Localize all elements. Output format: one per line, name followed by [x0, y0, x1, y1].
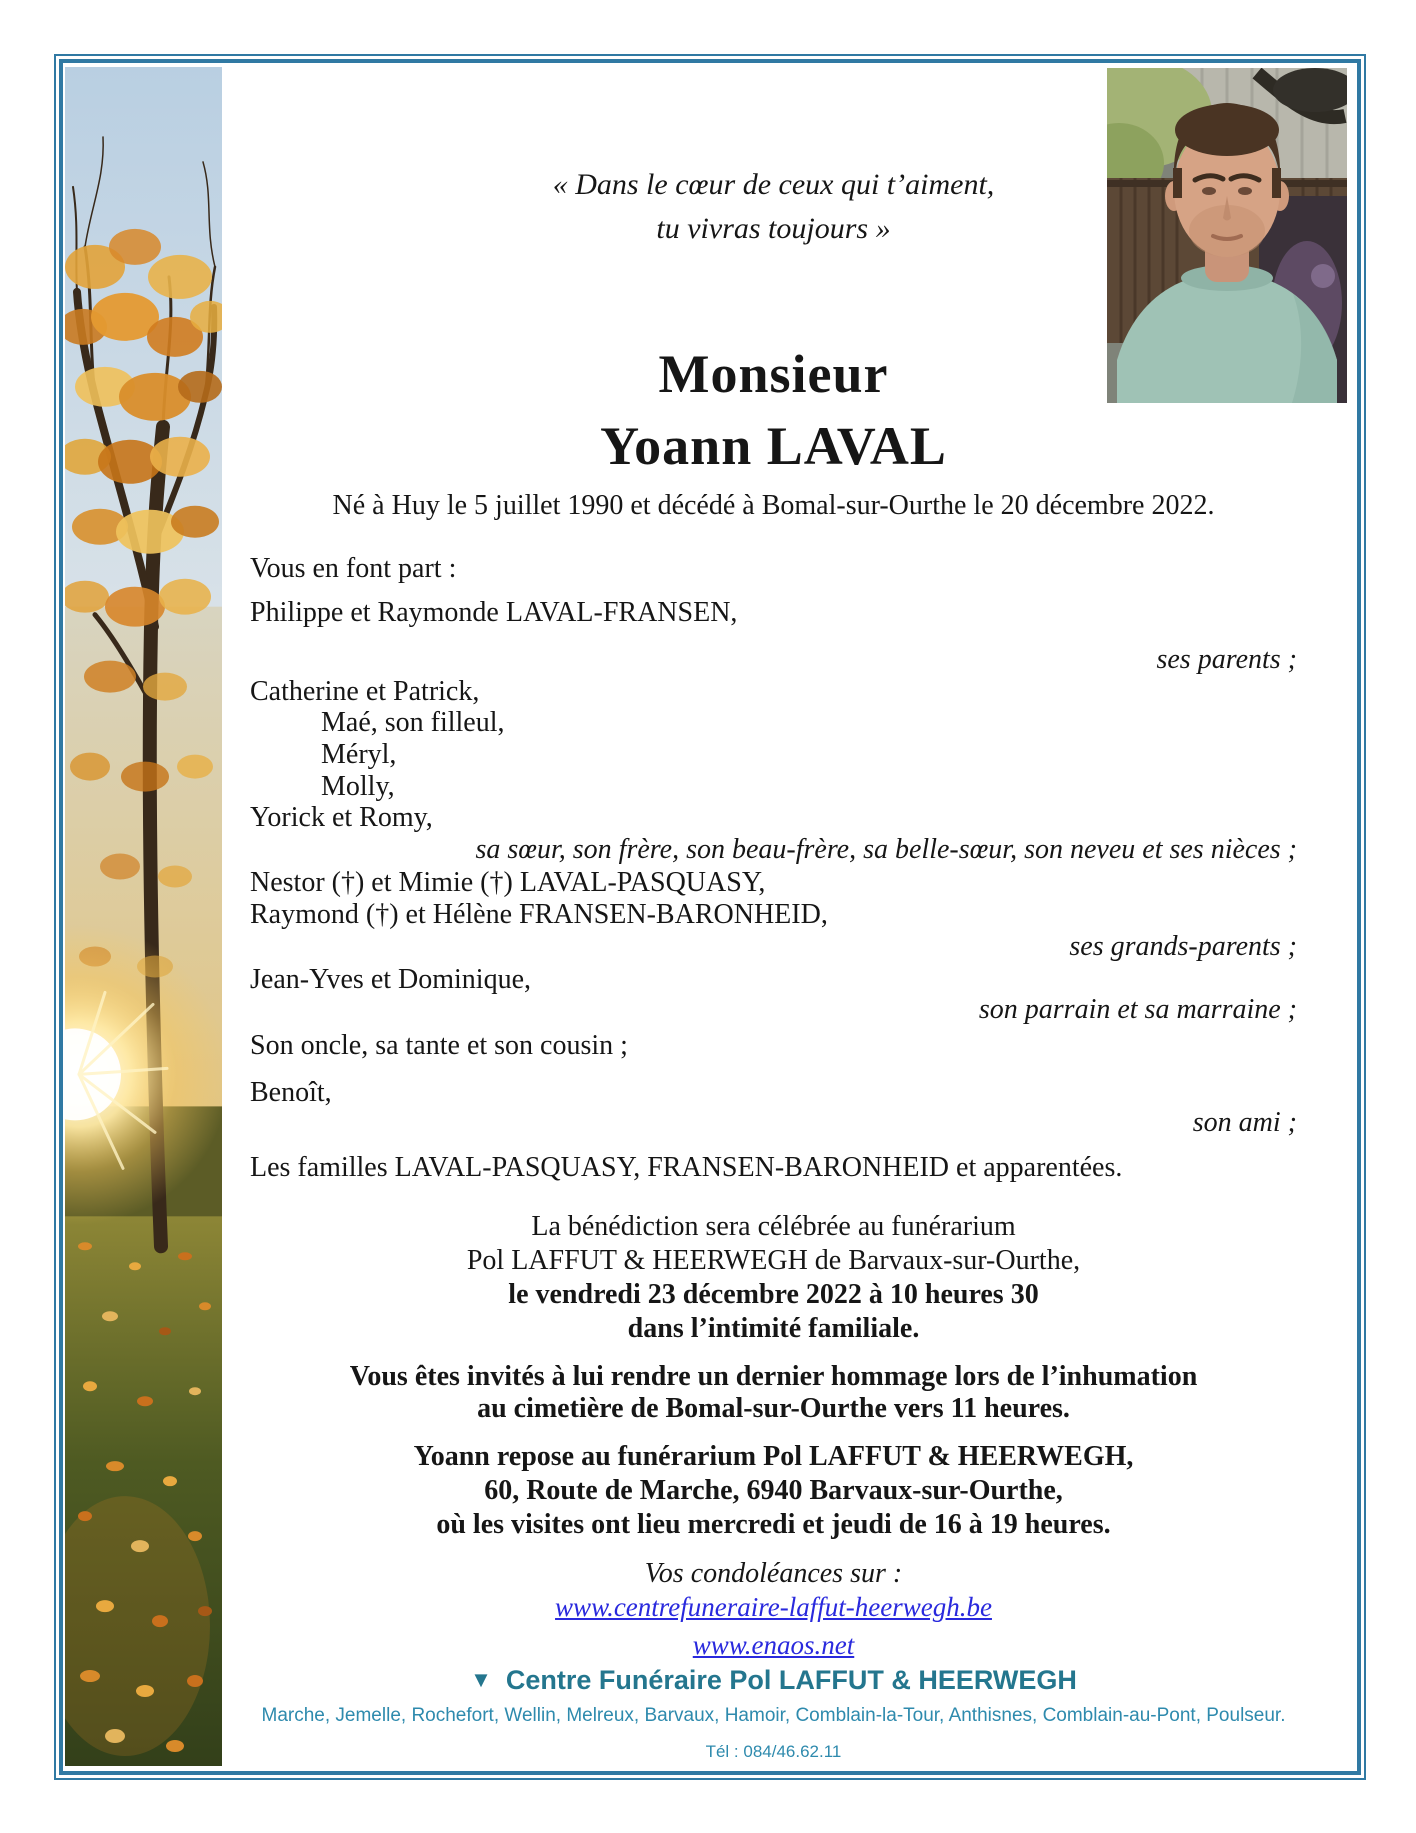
memorial-quote-line1: « Dans le cœur de ceux qui t’aiment,	[552, 168, 995, 201]
family-line: Nestor (†) et Mimie (†) LAVAL-PASQUASY,	[250, 867, 766, 898]
burial-invitation-line: Vous êtes invités à lui rendre un dernier hommage lors de l’inhumation	[349, 1361, 1198, 1392]
autumn-trees-photo	[65, 67, 222, 1766]
life-dates: Né à Huy le 5 juillet 1990 et décédé à Bomal-sur-Ourthe le 20 décembre 2022.	[332, 490, 1215, 521]
enaos-website-link[interactable]: www.enaos.net	[692, 1630, 855, 1660]
visits-line: où les visites ont lieu mercredi et jeudi de 16 à 19 heures.	[436, 1509, 1111, 1540]
phone-number: Tél : 084/46.62.11	[705, 1742, 842, 1761]
repose-line: Yoann repose au funérarium Pol LAFFUT & HEERWEGH,	[413, 1441, 1134, 1472]
ceremony-line: La bénédiction sera célébrée au funérarium	[531, 1211, 1016, 1242]
family-line: Son oncle, sa tante et son cousin ;	[250, 1030, 628, 1061]
burial-invitation-line: au cimetière de Bomal-sur-Ourthe vers 11 heures.	[477, 1393, 1070, 1424]
memorial-quote-line2: tu vivras toujours »	[656, 212, 891, 245]
relation-label: sa sœur, son frère, son beau-frère, sa belle-sœur, son neveu et ses nièces ;	[475, 834, 1297, 865]
family-line: Maé, son filleul,	[321, 707, 505, 738]
family-line: Méryl,	[321, 739, 397, 770]
funeral-home-brand	[250, 1664, 1297, 1698]
repose-address-line: 60, Route de Marche, 6940 Barvaux-sur-Ourthe,	[484, 1475, 1063, 1506]
family-line: Philippe et Raymonde LAVAL-FRANSEN,	[250, 597, 738, 628]
ceremony-line: Pol LAFFUT & HEERWEGH de Barvaux-sur-Ourthe,	[466, 1245, 1081, 1276]
condolences-label: Vos condoléances sur :	[644, 1558, 903, 1589]
announcement-intro: Vous en font part :	[250, 553, 457, 584]
branch-towns-list: Marche, Jemelle, Rochefort, Wellin, Melreux, Barvaux, Hamoir, Comblain-la-Tour, Anthisnes, Comblain-au-Pont, Poulseur.	[261, 1705, 1286, 1726]
family-line: Raymond (†) et Hélène FRANSEN-BARONHEID,	[250, 899, 828, 930]
family-line: Jean-Yves et Dominique,	[250, 964, 532, 995]
condolences-link-wrapper	[250, 1591, 1297, 1624]
deceased-name: Yoann LAVAL	[600, 416, 947, 476]
relation-label: ses parents ;	[1156, 644, 1297, 675]
family-line: Benoît,	[250, 1077, 332, 1108]
relation-label: son ami ;	[1192, 1107, 1297, 1138]
relation-label: ses grands-parents ;	[1069, 931, 1297, 962]
brand-triangle-icon: ▼	[470, 1667, 492, 1692]
family-line: Molly,	[321, 771, 395, 802]
funeral-home-website-link[interactable]: www.centrefuneraire-laffut-heerwegh.be	[555, 1592, 992, 1622]
condolences-link-wrapper	[250, 1629, 1297, 1662]
brand-name: Centre Funéraire Pol LAFFUT & HEERWEGH	[505, 1665, 1077, 1695]
families-line: Les familles LAVAL-PASQUASY, FRANSEN-BARONHEID et apparentées.	[250, 1152, 1123, 1183]
family-line: Yorick et Romy,	[250, 802, 433, 833]
deceased-title: Monsieur	[658, 344, 889, 404]
ceremony-line: dans l’intimité familiale.	[627, 1313, 920, 1344]
ceremony-date-line: le vendredi 23 décembre 2022 à 10 heures 30	[508, 1279, 1039, 1310]
relation-label: son parrain et sa marraine ;	[978, 994, 1297, 1025]
family-line: Catherine et Patrick,	[250, 676, 480, 707]
